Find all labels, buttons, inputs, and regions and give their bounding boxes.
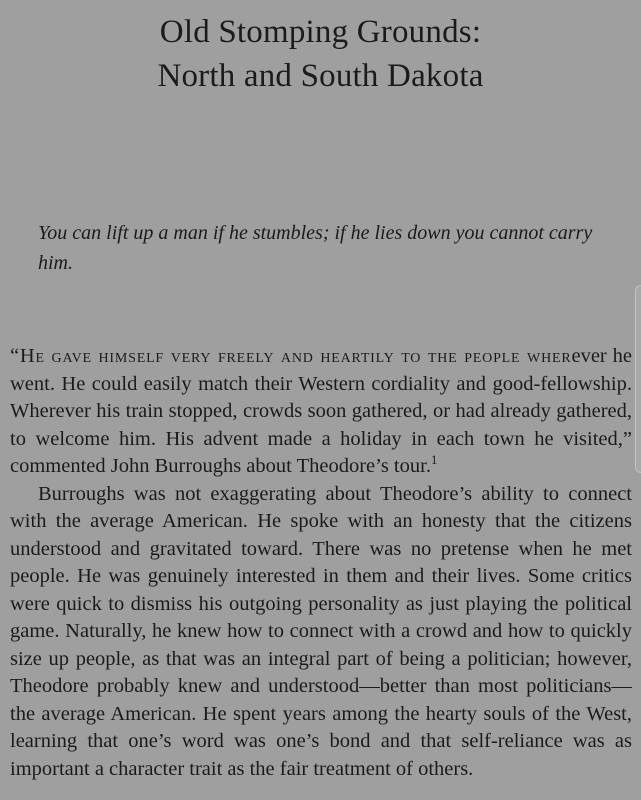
chapter-title bbox=[0, 10, 641, 98]
text-segment: Burroughs was not exaggerating about Theodore’s ability to connect with the average American. He spoke with an honesty that the citizens understood and gravitated toward. There was no pretense when he met people. He was genuinely interested in them and their lives. Some critics were quick to dismiss his outgoing personality as just playing the political game. Naturally, he knew how to connect with a crowd and how to quickly size up people, as that was an integral part of being a politician; however, Theodore probably knew and understood—better than most politicians—the average American. He spent years among the hearty souls of the West, learning that one’s word was one’s bond and that self-reliance was as important a character trait as the fair treatment of others. bbox=[10, 482, 632, 780]
chapter-body bbox=[10, 343, 632, 800]
chapter-epigraph: You can lift up a man if he stumbles; if he lies down you cannot carry him. bbox=[38, 222, 593, 274]
text-segment: “He gave himself very freely and heartily to the people wher bbox=[10, 345, 572, 367]
paragraph bbox=[10, 481, 632, 784]
chapter-title-line2: North and South Dakota bbox=[157, 58, 484, 94]
text-segment: ever he went. He could easily match their Western cordiality and good-fellowship. Wherever his train stopped, crowds soon gathered, or had already gathered, to welcome him. His advent made a holiday in each town he visited,” commented John Burroughs about Theodore’s tour. bbox=[10, 345, 632, 477]
footnote-ref[interactable]: 1 bbox=[430, 453, 438, 468]
scrollbar-thumb[interactable] bbox=[635, 285, 641, 473]
paragraph bbox=[10, 343, 632, 481]
chapter-title-line1: Old Stomping Grounds: bbox=[159, 14, 482, 50]
